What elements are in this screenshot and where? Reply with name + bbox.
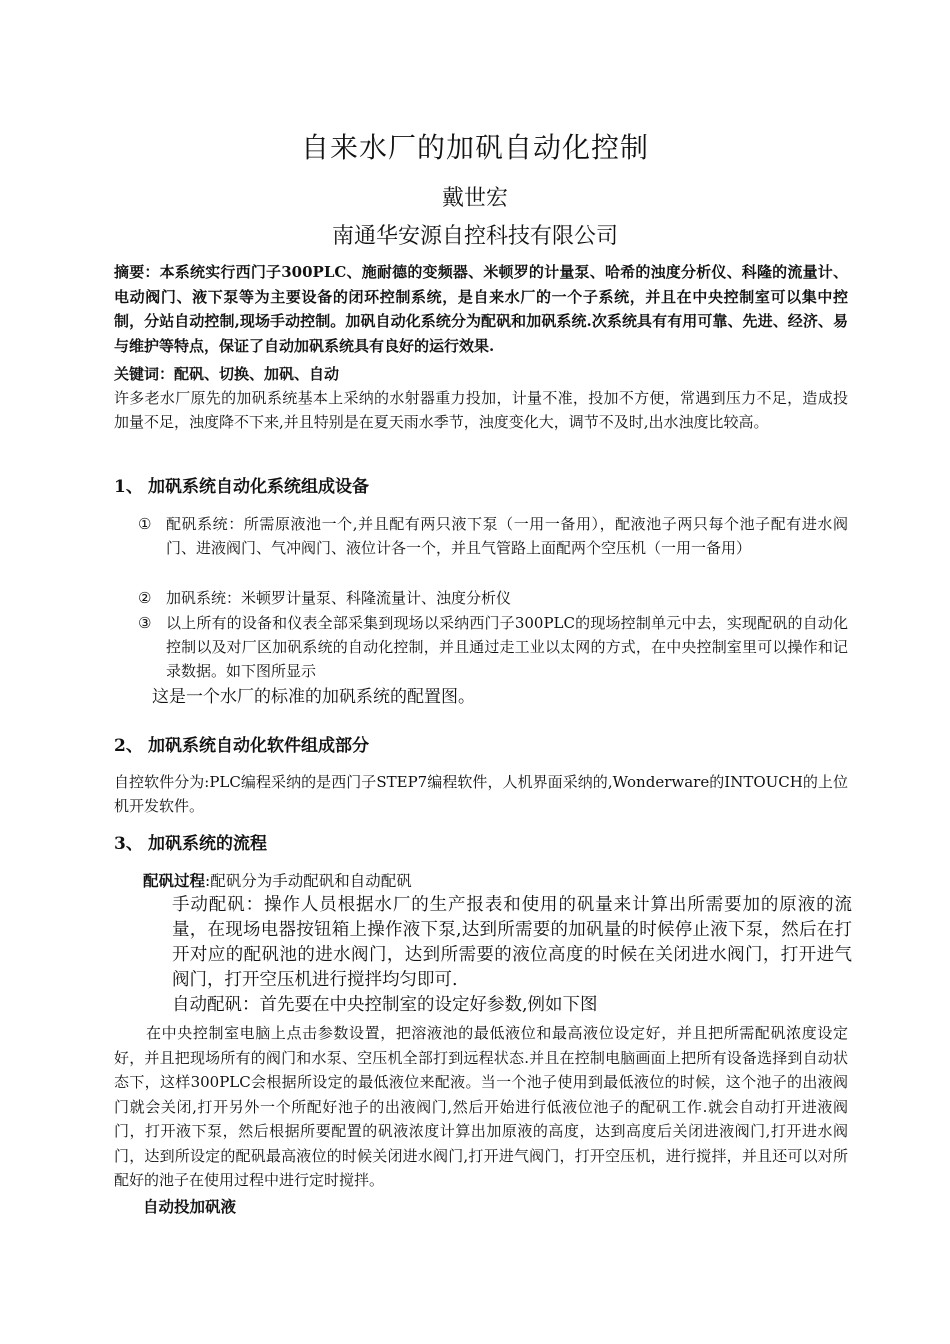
auto-dosing-detail: 在中央控制室电脑上点击参数设置，把溶液池的最低液位和最高液位设定好，并且把所需配矾浓度设定好，并且把现场所有的阀门和水泵、空压机全部打到远程状态.并且在控制电脑画面上把所有设备选择到自动状态下，这样300PLC会根据所设定的最低液位来配液。当一个池子使用到最低液位的时候，这个池子的出液阀门就会关闭,打开另外一个所配好池子的出液阀门,然后开始进行低液位池子的配矾工作.就会自动打开进液阀门，打开液下泵，然后根据所要配置的矾液浓度计算出加原液的高度，达到高度后关闭进液阀门,打开进水阀门，达到所设定的配矾最高液位的时候关闭进水阀门,打开进气阀门，打开空压机，进行搅拌，并且还可以对所配好的池子在使用过程中进行定时搅拌。 xyxy=(114,1024,848,1189)
section-2-paragraph: 自控软件分为:PLC编程采纳的是西门子STEP7编程软件，人机界面采纳的,Wonderware的INTOUCH的上位机开发软件。 xyxy=(114,773,848,815)
section-1-title: 加矾系统自动化系统组成设备 xyxy=(148,477,369,497)
list-item xyxy=(138,586,848,610)
section-1-number: 1、 xyxy=(114,477,143,497)
list-item-text: 以上所有的设备和仪表全部采集到现场以采纳西门子300PLC的现场控制单元中去，实现配矾的自动化控制以及对厂区加矾系统的自动化控制，并且通过走工业以太网的方式，在中央控制室里可以操作和记录数据。如下图所显示 xyxy=(166,614,848,680)
list-item-marker: ③ xyxy=(138,614,152,632)
section-3-title: 加矾系统的流程 xyxy=(148,834,267,854)
process-text: :配矾分为手动配矾和自动配矾 xyxy=(205,872,412,890)
section-2-title: 加矾系统自动化软件组成部分 xyxy=(148,736,369,756)
list-item-marker: ① xyxy=(138,515,152,533)
document-title: 自来水厂的加矾自动化控制 xyxy=(300,131,649,164)
list-item xyxy=(138,512,848,560)
auto-dosing-paragraph: 自动配矾：首先要在中央控制室的设定好参数,例如下图 xyxy=(172,995,598,1015)
process-label: 配矾过程 xyxy=(143,871,206,890)
process-line xyxy=(143,868,412,894)
section-3-number: 3、 xyxy=(114,834,143,854)
section-2-number: 2、 xyxy=(114,736,143,756)
intro-paragraph: 许多老水厂原先的加矾系统基本上采纳的水射器重力投加，计量不准，投加不方便，常遇到压力不足，造成投加量不足，浊度降不下来,并且特别是在夏天雨水季节，浊度变化大，调节不及时,出水浊度比较高。 xyxy=(114,389,848,431)
list-item xyxy=(138,611,848,683)
section-2-heading xyxy=(114,733,369,759)
abstract-paragraph: 摘要：本系统实行西门子300PLC、施耐德的变频器、米顿罗的计量泵、哈希的浊度分析仪、科隆的流量计、电动阀门、液下泵等为主要设备的闭环控制系统，是自来水厂的一个子系统，并且在中央控制室可以集中控制，分站自动控制,现场手动控制。加矾自动化系统分为配矾和加矾系统.次系统具有有用可靠、先进、经济、易与维护等特点，保证了自动加矾系统具有良好的运行效果. xyxy=(114,263,848,355)
figure-caption: 这是一个水厂的标准的加矾系统的配置图。 xyxy=(152,687,475,707)
keywords-line: 关键词：配矾、切换、加矾、自动 xyxy=(114,365,340,383)
section-1-heading xyxy=(114,474,369,500)
list-item-marker: ② xyxy=(138,589,152,607)
manual-dosing-paragraph: 手动配矾：操作人员根据水厂的生产报表和使用的矾量来计算出所需要加的原液的流量，在现场电器按钮箱上操作液下泵,达到所需要的加矾量的时候停止液下泵，然后在打开对应的配矾池的进水阀门，达到所需要的液位高度的时候在关闭进水阀门，打开进气阀门，打开空压机进行搅拌均匀即可. xyxy=(172,895,852,990)
list-item-text: 加矾系统：米顿罗计量泵、科隆流量计、浊度分析仪 xyxy=(166,589,512,607)
organization-name: 南通华安源自控科技有限公司 xyxy=(331,224,618,249)
next-subsection-label: 自动投加矾液 xyxy=(143,1197,237,1216)
list-item-text: 配矾系统：所需原液池一个,并且配有两只液下泵（一用一备用），配液池子两只每个池子配有进水阀门、进液阀门、气冲阀门、液位计各一个，并且气管路上面配两个空压机（一用一备用） xyxy=(166,515,848,557)
section-3-heading xyxy=(114,831,267,857)
author-name: 戴世宏 xyxy=(441,186,508,211)
